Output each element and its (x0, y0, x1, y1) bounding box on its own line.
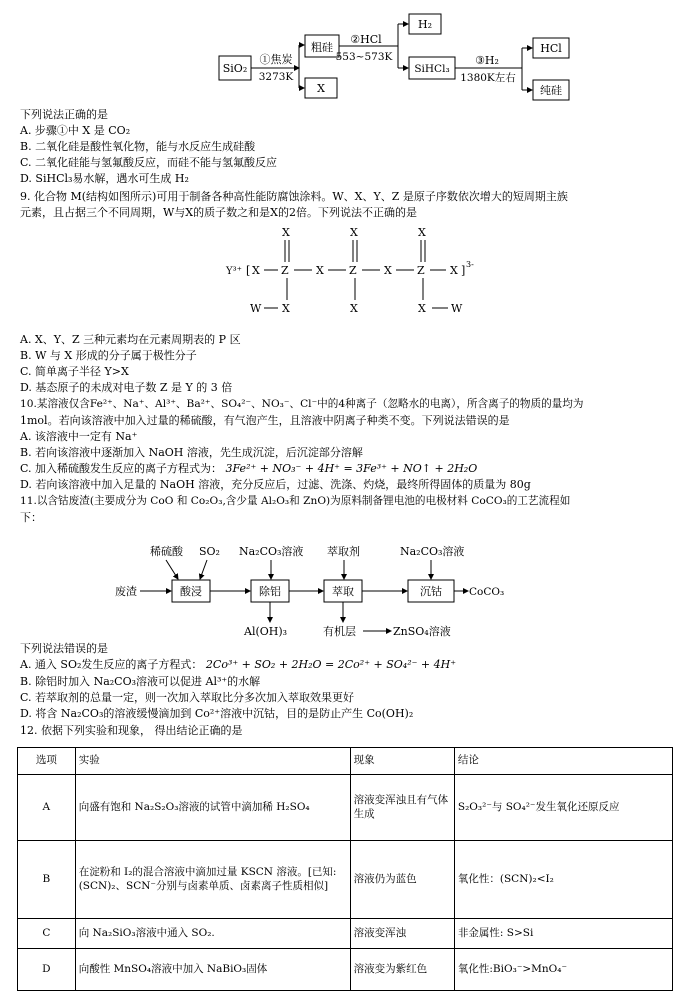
table-row (18, 775, 673, 841)
q10-option-d: D. 若向该溶液中加入足量的 NaOH 溶液，充分反应后，过滤、洗涤、灼烧，最终所得固体的质量为 80g (20, 478, 531, 491)
row-c-option: C (18, 919, 76, 949)
byproduct-organic: 有机层 (323, 625, 356, 638)
q12-stem: 12. 依据下列实验和现象， 得出结论正确的是 (20, 724, 243, 737)
q11-option-b: B. 除铝时加入 Na₂CO₃溶液可以促进 Al³⁺的水解 (20, 675, 261, 688)
q10-option-c-text: C. 加入稀硫酸发生反应的离子方程式为： (20, 462, 223, 475)
atom-z-1: Z (281, 264, 289, 277)
q9-stem-line1: 9. 化合物 M(结构如图所示)可用于制备各种高性能防腐蚀涂料。W、X、Y、Z 是原子序数依次增大的短周期主族 (20, 190, 568, 203)
q10-stem-line1: 10.某溶液仅含Fe²⁺、Na⁺、Al³⁺、Ba²⁺、SO₄²⁻、NO₃⁻、Cl⁻中的4种离子（忽略水的电离），所含离子的物质的量均为 (20, 398, 584, 410)
h2-label: H₂ (417, 18, 433, 31)
table-row (18, 919, 673, 949)
atom-x-bot-3: X (418, 302, 426, 315)
row-b-option: B (18, 841, 76, 919)
atom-x-bridge-1: X (316, 264, 324, 277)
step-acid-leach-label: 酸浸 (180, 585, 202, 598)
row-a-option: A (18, 775, 76, 841)
silicon-flow-diagram (0, 0, 692, 105)
q11-stem3: 下列说法错误的是 (20, 642, 108, 655)
header-phenomenon: 现象 (350, 748, 454, 775)
temp2-label: 553~573K (335, 51, 393, 63)
header-experiment: 实验 (75, 748, 350, 775)
row-c-experiment: 向 Na₂SiO₃溶液中通入 SO₂. (75, 919, 350, 949)
step-precipitate-co-label: 沉钴 (420, 585, 442, 598)
atom-w-3: W (451, 302, 463, 315)
row-d-experiment: 向酸性 MnSO₄溶液中加入 NaBiO₃固体 (75, 949, 350, 991)
reagent-so2: SO₂ (199, 545, 220, 558)
q11-option-c: C. 若萃取剂的总量一定，则一次加入萃取比分多次加入萃取效果更好 (20, 691, 355, 704)
experiment-table (17, 747, 673, 991)
reagent-extractant: 萃取剂 (327, 545, 360, 558)
temp3-label: 1380K左右 (460, 72, 516, 84)
bracket-right-icon: ] (461, 264, 466, 277)
q10-option-b: B. 若向该溶液中逐渐加入 NaOH 溶液，先生成沉淀，后沉淀部分溶解 (20, 446, 363, 459)
byproduct-aloh3: Al(OH)₃ (244, 625, 288, 638)
table-row (18, 841, 673, 919)
row-b-experiment: 在淀粉和 I₂的混合溶液中滴加过量 KSCN 溶液。[已知: (SCN)₂、SCN⁻分别与卤素单质、卤素离子性质相似] (75, 841, 350, 919)
reagent-na2co3-2: Na₂CO₃溶液 (400, 545, 465, 558)
step-extract-label: 萃取 (332, 585, 354, 598)
q10-equation: 3Fe²⁺ + NO₃⁻ + 4H⁺ = 3Fe³⁺ + NO↑ + 2H₂O (225, 462, 478, 475)
anion-charge: 3- (466, 260, 474, 269)
reagent-sulfuric-acid: 稀硫酸 (150, 545, 183, 558)
q9-option-b: B. W 与 X 形成的分子属于极性分子 (20, 349, 197, 362)
row-d-phenomenon: 溶液变为紫红色 (350, 949, 454, 991)
table-row (18, 949, 673, 991)
q11-option-d: D. 将含 Na₂CO₃的溶液缓慢滴加到 Co²⁺溶液中沉钴，目的是防止产生 Co(OH)₂ (20, 707, 414, 720)
atom-x-top-1: X (282, 226, 290, 239)
q9-option-c: C. 简单离子半径 Y>X (20, 365, 129, 378)
temp1-label: 3273K (258, 71, 294, 83)
q11-stem-line1: 11.以含钴废渣(主要成分为 CoO 和 Co₂O₃,含少量 Al₂O₃和 ZnO)为原料制备锂电池的电极材料 CoCO₃的工艺流程如 (20, 495, 571, 507)
reagent-na2co3-1: Na₂CO₃溶液 (239, 545, 304, 558)
header-option: 选项 (18, 748, 76, 775)
row-b-phenomenon: 溶液仍为蓝色 (350, 841, 454, 919)
q9-stem-line2: 元素，且占据三个不同周期，W与X的质子数之和是X的2倍。下列说法不正确的是 (20, 206, 417, 219)
row-a-phenomenon: 溶液变浑浊且有气体生成 (350, 775, 454, 841)
hcl-label: HCl (540, 42, 562, 55)
atom-z-3: Z (417, 264, 425, 277)
q11-equation: 2Co³⁺ + SO₂ + 2H₂O = 2Co²⁺ + SO₄²⁻ + 4H⁺ (205, 658, 457, 671)
row-a-experiment: 向盛有饱和 Na₂S₂O₃溶液的试管中滴加稀 H₂SO₄ (75, 775, 350, 841)
cation-y: Y³⁺ (226, 266, 242, 277)
crude-si-label: 粗硅 (311, 41, 333, 54)
atom-x-top-3: X (418, 226, 426, 239)
atom-x-bot-2: X (350, 302, 358, 315)
atom-x-right: X (450, 264, 458, 277)
q11-option-a (20, 658, 456, 672)
q11-option-a-text: A. 通入 SO₂发生反应的离子方程式： (20, 658, 203, 671)
atom-x-bot-1: X (282, 302, 290, 315)
row-c-conclusion: 非金属性: S>Si (454, 919, 672, 949)
sio2-label: SiO₂ (222, 62, 248, 75)
product-coco3: CoCO₃ (469, 586, 505, 598)
q8-option-c: C. 二氧化硅能与氢氟酸反应，而硅不能与氢氟酸反应 (20, 156, 278, 169)
byproduct-znso4: ZnSO₄溶液 (393, 625, 451, 638)
table-header-row (18, 748, 673, 775)
step2-label: ②HCl (350, 33, 382, 46)
step-remove-al-label: 除铝 (259, 585, 281, 598)
atom-z-2: Z (349, 264, 357, 277)
pure-si-label: 纯硅 (540, 84, 562, 97)
sihcl3-label: SiHCl₃ (414, 63, 450, 75)
x-label: X (317, 82, 325, 95)
header-conclusion: 结论 (454, 748, 672, 775)
row-d-conclusion: 氧化性:BiO₃⁻>MnO₄⁻ (454, 949, 672, 991)
q11-stem-line2: 下： (20, 511, 42, 524)
q9-option-a: A. X、Y、Z 三种元素均在元素周期表的 P 区 (20, 333, 241, 346)
q8-option-d: D. SiHCl₃易水解，遇水可生成 H₂ (20, 172, 189, 185)
step3-label: ③H₂ (475, 54, 499, 67)
q10-option-a: A. 该溶液中一定有 Na⁺ (20, 430, 138, 443)
compound-m-structure (0, 222, 692, 330)
row-b-conclusion: 氧化性：(SCN)₂<I₂ (454, 841, 672, 919)
bracket-left-icon: [ (246, 264, 251, 277)
q10-stem-line2: 1mol。若向该溶液中加入过量的稀硫酸，有气泡产生，且溶液中阴离子种类不变。下列说法错误的是 (20, 414, 510, 427)
input-waste: 废渣 (115, 585, 137, 598)
q8-option-b: B. 二氧化硅是酸性氧化物，能与水反应生成硅酸 (20, 140, 256, 153)
step1-label: ①焦炭 (259, 53, 293, 66)
q10-option-c (20, 462, 477, 476)
q9-option-d: D. 基态原子的未成对电子数 Z 是 Y 的 3 倍 (20, 381, 233, 394)
row-d-option: D (18, 949, 76, 991)
q8-stem: 下列说法正确的是 (20, 108, 108, 121)
cobalt-process-flow (0, 528, 692, 640)
atom-x-left: X (252, 264, 260, 277)
row-a-conclusion: S₂O₃²⁻与 SO₄²⁻发生氧化还原反应 (454, 775, 672, 841)
atom-x-top-2: X (350, 226, 358, 239)
row-c-phenomenon: 溶液变浑浊 (350, 919, 454, 949)
atom-w-1: W (250, 302, 262, 315)
atom-x-bridge-2: X (384, 264, 392, 277)
q8-option-a: A. 步骤①中 X 是 CO₂ (20, 124, 131, 137)
